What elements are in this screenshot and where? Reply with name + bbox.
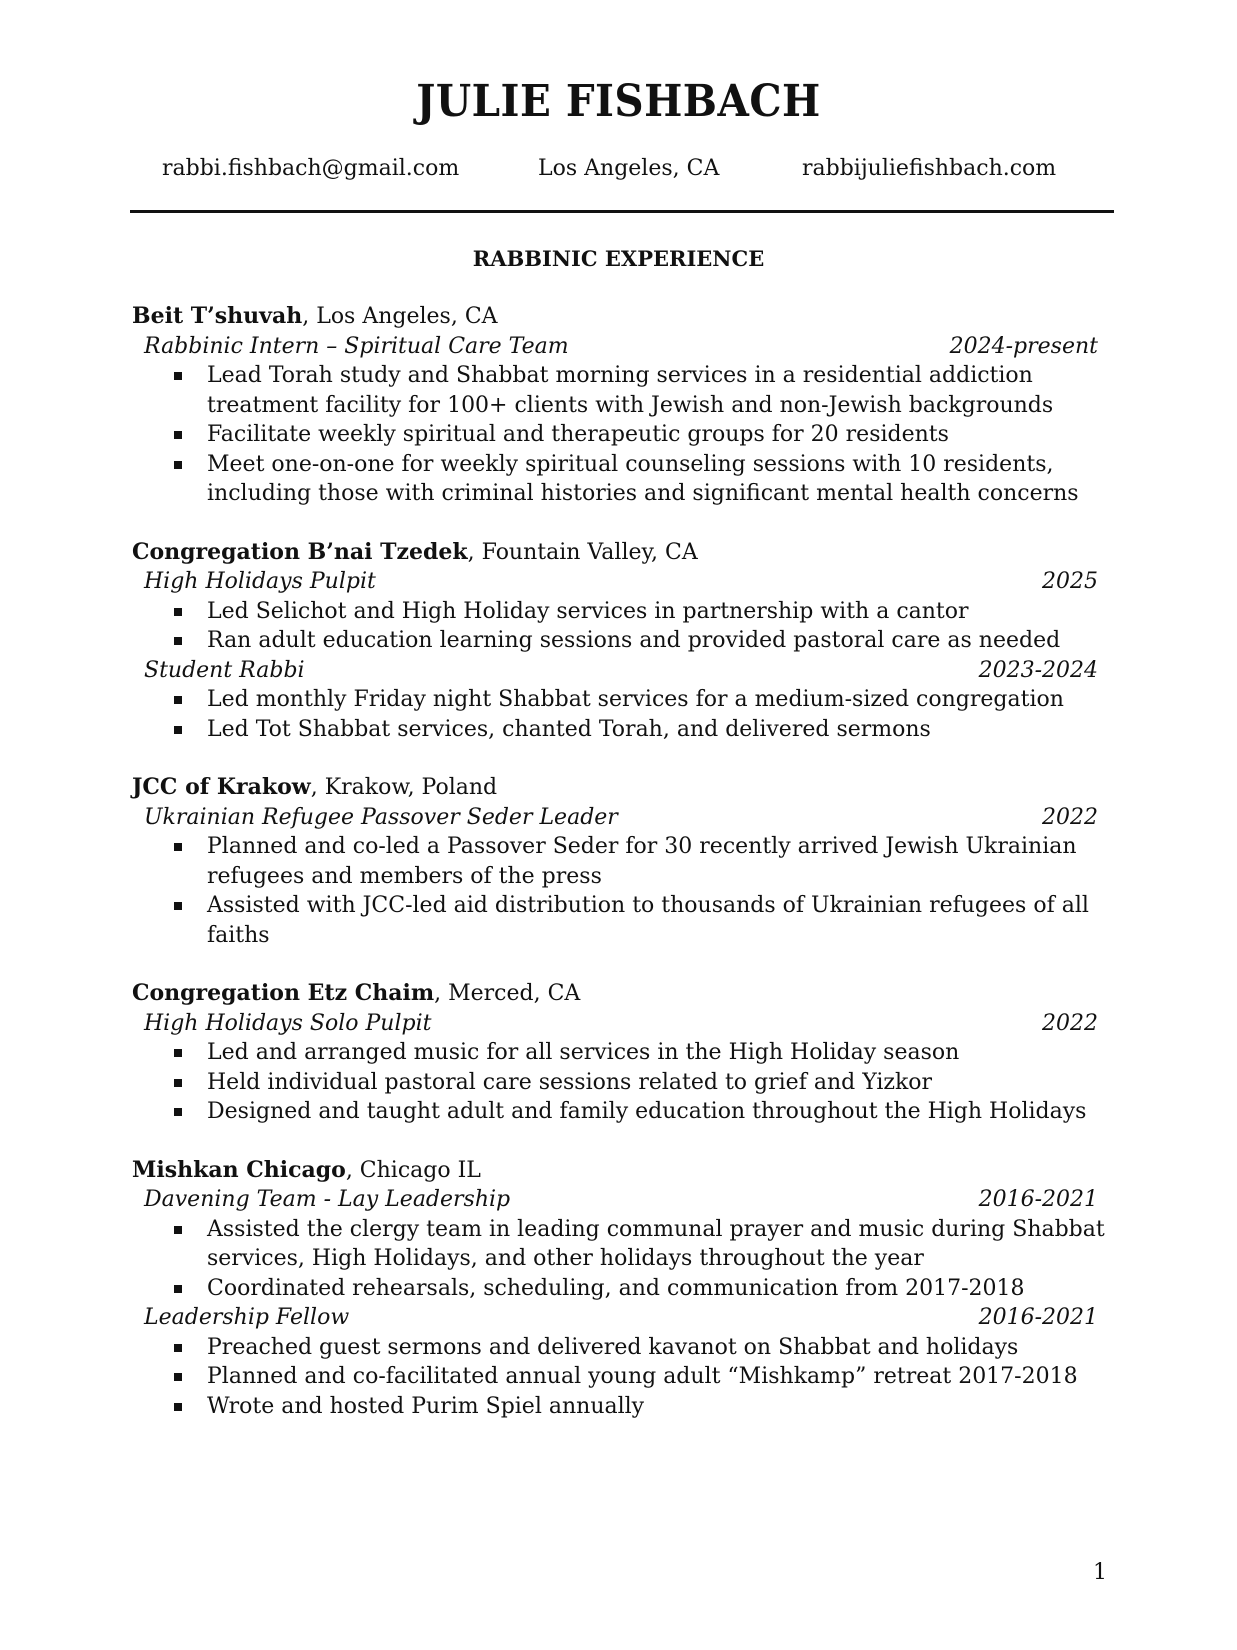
bullet-list [132,685,1112,744]
org-place: , Fountain Valley, CA [467,539,698,565]
experience-entry [132,979,1112,1127]
org-line [132,302,1112,332]
bullet-item: Facilitate weekly spiritual and therapeutic groups for 20 residents [207,420,1112,450]
bullet-item: Assisted the clergy team in leading communal prayer and music during Shabbat services, High Holidays, and other holidays throughout the year [207,1215,1112,1274]
role-date: 2016-2021 [978,1305,1098,1330]
bullet-list [132,597,1112,656]
role-line [132,1303,1112,1333]
bullet-item: Ran adult education learning sessions and provided pastoral care as needed [207,626,1112,656]
org-place: , Merced, CA [434,981,581,1006]
role-title: High Holidays Solo Pulpit [144,1010,432,1036]
bullet-list [132,361,1112,509]
contact-email: rabbi.fishbach@gmail.com [162,156,460,181]
role-line [132,332,1112,362]
bullet-list [132,1038,1112,1127]
role-date: 2022 [1042,804,1098,830]
org-name: Congregation B’nai Tzedek [132,538,468,565]
role-line [132,1185,1112,1215]
experience-entry [132,1156,1112,1422]
page-number: 1 [1093,1560,1107,1585]
role-line [132,656,1112,686]
org-line [132,979,1112,1009]
role-title: Student Rabbi [144,657,305,683]
role-title: High Holidays Pulpit [144,569,376,594]
bullet-item: Coordinated rehearsals, scheduling, and communication from 2017-2018 [207,1274,1112,1304]
role-title: Leadership Fellow [144,1305,350,1330]
bullet-item: Meet one-on-one for weekly spiritual counseling sessions with 10 residents, including those with criminal histories and significant mental health concerns [207,450,1112,509]
bullet-item: Led Tot Shabbat services, chanted Torah, and delivered sermons [207,715,1112,745]
org-name: Congregation Etz Chaim [132,980,435,1006]
bullet-list [132,1215,1112,1304]
section-title: RABBINIC EXPERIENCE [472,246,765,271]
role-date: 2024-present [949,333,1098,359]
contact-website: rabbijuliefishbach.com [802,156,1057,181]
org-name: Mishkan Chicago [132,1156,346,1183]
candidate-name: JULIE FISHBACH [416,76,821,127]
experience-entry [132,773,1112,950]
role-date: 2023-2024 [978,657,1098,683]
org-name: Beit T’shuvah [132,303,303,329]
org-line [132,538,1112,568]
experience-entry [132,302,1112,509]
role-title: Rabbinic Intern – Spiritual Care Team [144,333,569,359]
org-line [132,773,1112,803]
role-date: 2022 [1042,1010,1098,1036]
experience-list [132,302,1112,1421]
role-line [132,567,1112,597]
bullet-item: Assisted with JCC-led aid distribution to thousands of Ukrainian refugees of all faiths [207,891,1112,950]
bullet-item: Wrote and hosted Purim Spiel annually [207,1392,1112,1422]
org-line [132,1156,1112,1186]
header-divider [130,210,1114,213]
bullet-item: Designed and taught adult and family education throughout the High Holidays [207,1097,1112,1127]
org-place: , Krakow, Poland [310,775,498,800]
org-name: JCC of Krakow [132,774,311,800]
bullet-item: Lead Torah study and Shabbat morning services in a residential addiction treatment facility for 100+ clients with Jewish and non-Jewish backgrounds [207,361,1112,420]
role-line [132,1009,1112,1039]
contact-location: Los Angeles, CA [538,156,720,181]
bullet-item: Planned and co-facilitated annual young adult “Mishkamp” retreat 2017-2018 [207,1362,1112,1392]
role-date: 2025 [1042,569,1098,594]
experience-entry [132,538,1112,745]
bullet-item: Preached guest sermons and delivered kavanot on Shabbat and holidays [207,1333,1112,1363]
role-title: Ukrainian Refugee Passover Seder Leader [144,804,618,830]
org-place: , Los Angeles, CA [302,304,498,329]
bullet-item: Planned and co-led a Passover Seder for 30 recently arrived Jewish Ukrainian refugees and members of the press [207,832,1112,891]
bullet-list [132,1333,1112,1422]
org-place: , Chicago IL [345,1157,481,1183]
bullet-list [132,832,1112,950]
role-title: Davening Team - Lay Leadership [144,1187,511,1212]
bullet-item: Led monthly Friday night Shabbat services for a medium-sized congregation [207,685,1112,715]
role-line [132,803,1112,833]
bullet-item: Held individual pastoral care sessions related to grief and Yizkor [207,1068,1112,1098]
bullet-item: Led Selichot and High Holiday services in partnership with a cantor [207,597,1112,627]
role-date: 2016-2021 [978,1187,1098,1212]
bullet-item: Led and arranged music for all services in the High Holiday season [207,1038,1112,1068]
